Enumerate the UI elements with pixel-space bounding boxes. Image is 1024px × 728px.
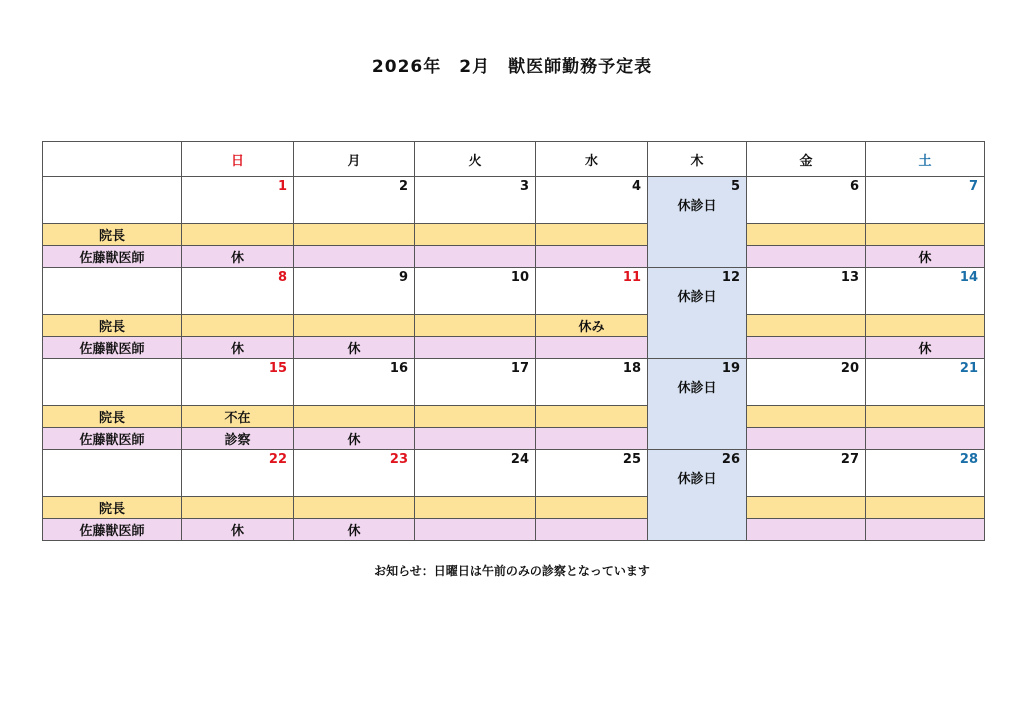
vet-label: 佐藤獣医師	[43, 337, 182, 359]
director-status-cell	[747, 406, 866, 428]
closed-day-cell	[648, 450, 747, 541]
header-corner	[43, 142, 182, 177]
vet-status-cell	[747, 337, 866, 359]
weekday-tuesday: 火	[415, 142, 536, 177]
director-status-cell	[415, 497, 536, 519]
vet-row	[43, 246, 985, 268]
date-cell-friday: 20	[747, 359, 866, 406]
vet-status-cell: 休	[182, 246, 294, 268]
date-number: 19	[721, 361, 740, 376]
director-status-cell	[294, 315, 415, 337]
director-status-cell	[294, 497, 415, 519]
director-status-cell	[866, 224, 985, 246]
week-label-blank	[43, 450, 182, 497]
vet-row	[43, 519, 985, 541]
director-label: 院長	[43, 497, 182, 519]
notice-text: お知らせ：日曜日は午前のみの診察となっています	[374, 564, 650, 578]
date-cell-saturday: 28	[866, 450, 985, 497]
vet-label: 佐藤獣医師	[43, 519, 182, 541]
week-label-blank	[43, 268, 182, 315]
weekday-header-row	[43, 142, 985, 177]
closed-day-label: 休診日	[677, 199, 717, 214]
vet-status-cell	[294, 246, 415, 268]
date-cell-sunday: 22	[182, 450, 294, 497]
vet-status-cell	[415, 519, 536, 541]
vet-status-cell	[415, 428, 536, 450]
closed-day-cell	[648, 359, 747, 450]
schedule-table	[42, 141, 985, 541]
director-status-cell	[182, 224, 294, 246]
date-number: 26	[721, 452, 740, 467]
date-cell-tuesday: 24	[415, 450, 536, 497]
week-date-row	[43, 450, 985, 497]
director-status-cell: 不在	[182, 406, 294, 428]
weekday-monday: 月	[294, 142, 415, 177]
date-cell-monday: 2	[294, 177, 415, 224]
director-status-cell	[747, 497, 866, 519]
date-cell-monday: 23	[294, 450, 415, 497]
vet-status-cell	[536, 337, 648, 359]
date-cell-saturday: 14	[866, 268, 985, 315]
vet-label: 佐藤獣医師	[43, 246, 182, 268]
week-label-blank	[43, 359, 182, 406]
week-date-row	[43, 359, 985, 406]
weekday-wednesday: 水	[536, 142, 648, 177]
date-cell-monday: 9	[294, 268, 415, 315]
closed-day-label: 休診日	[677, 472, 717, 487]
director-status-cell	[747, 315, 866, 337]
vet-row	[43, 337, 985, 359]
director-status-cell	[866, 406, 985, 428]
closed-day-label: 休診日	[677, 381, 717, 396]
date-cell-friday: 6	[747, 177, 866, 224]
closed-day-cell	[648, 177, 747, 268]
vet-status-cell: 休	[866, 246, 985, 268]
vet-status-cell	[747, 519, 866, 541]
date-cell-saturday: 21	[866, 359, 985, 406]
date-cell-saturday: 7	[866, 177, 985, 224]
week-label-blank	[43, 177, 182, 224]
weekday-sunday: 日	[182, 142, 294, 177]
director-status-cell	[747, 224, 866, 246]
director-status-cell	[415, 224, 536, 246]
director-status-cell: 休み	[536, 315, 648, 337]
closed-day-cell	[648, 268, 747, 359]
director-label: 院長	[43, 315, 182, 337]
director-row	[43, 224, 985, 246]
page-title: 2026年 2月 獣医師勤務予定表	[371, 57, 653, 77]
vet-label: 佐藤獣医師	[43, 428, 182, 450]
vet-status-cell: 休	[182, 519, 294, 541]
date-cell-friday: 27	[747, 450, 866, 497]
date-cell-tuesday: 3	[415, 177, 536, 224]
vet-status-cell: 休	[294, 428, 415, 450]
director-status-cell	[866, 497, 985, 519]
director-status-cell	[536, 224, 648, 246]
vet-status-cell	[536, 246, 648, 268]
director-status-cell	[536, 406, 648, 428]
director-status-cell	[536, 497, 648, 519]
date-cell-friday: 13	[747, 268, 866, 315]
vet-row	[43, 428, 985, 450]
date-cell-sunday: 1	[182, 177, 294, 224]
vet-status-cell: 診察	[182, 428, 294, 450]
date-cell-monday: 16	[294, 359, 415, 406]
vet-status-cell: 休	[294, 337, 415, 359]
vet-status-cell	[747, 428, 866, 450]
director-label: 院長	[43, 224, 182, 246]
director-row	[43, 406, 985, 428]
director-status-cell	[182, 315, 294, 337]
date-cell-wednesday: 18	[536, 359, 648, 406]
date-cell-sunday: 8	[182, 268, 294, 315]
director-status-cell	[294, 224, 415, 246]
vet-status-cell: 休	[294, 519, 415, 541]
vet-status-cell	[866, 428, 985, 450]
vet-status-cell: 休	[866, 337, 985, 359]
date-cell-tuesday: 10	[415, 268, 536, 315]
date-number: 5	[730, 179, 740, 194]
vet-status-cell	[747, 246, 866, 268]
director-status-cell	[182, 497, 294, 519]
vet-status-cell: 休	[182, 337, 294, 359]
weekday-saturday: 土	[866, 142, 985, 177]
date-cell-sunday: 15	[182, 359, 294, 406]
weekday-thursday: 木	[648, 142, 747, 177]
week-date-row	[43, 268, 985, 315]
vet-status-cell	[536, 428, 648, 450]
director-row	[43, 315, 985, 337]
date-cell-wednesday: 4	[536, 177, 648, 224]
vet-status-cell	[866, 519, 985, 541]
vet-status-cell	[415, 246, 536, 268]
vet-status-cell	[536, 519, 648, 541]
date-number: 12	[721, 270, 740, 285]
director-row	[43, 497, 985, 519]
director-status-cell	[294, 406, 415, 428]
closed-day-label: 休診日	[677, 290, 717, 305]
director-label: 院長	[43, 406, 182, 428]
date-cell-wednesday: 25	[536, 450, 648, 497]
director-status-cell	[415, 406, 536, 428]
week-date-row	[43, 177, 985, 224]
vet-status-cell	[415, 337, 536, 359]
date-cell-tuesday: 17	[415, 359, 536, 406]
director-status-cell	[415, 315, 536, 337]
date-cell-wednesday: 11	[536, 268, 648, 315]
weekday-friday: 金	[747, 142, 866, 177]
director-status-cell	[866, 315, 985, 337]
